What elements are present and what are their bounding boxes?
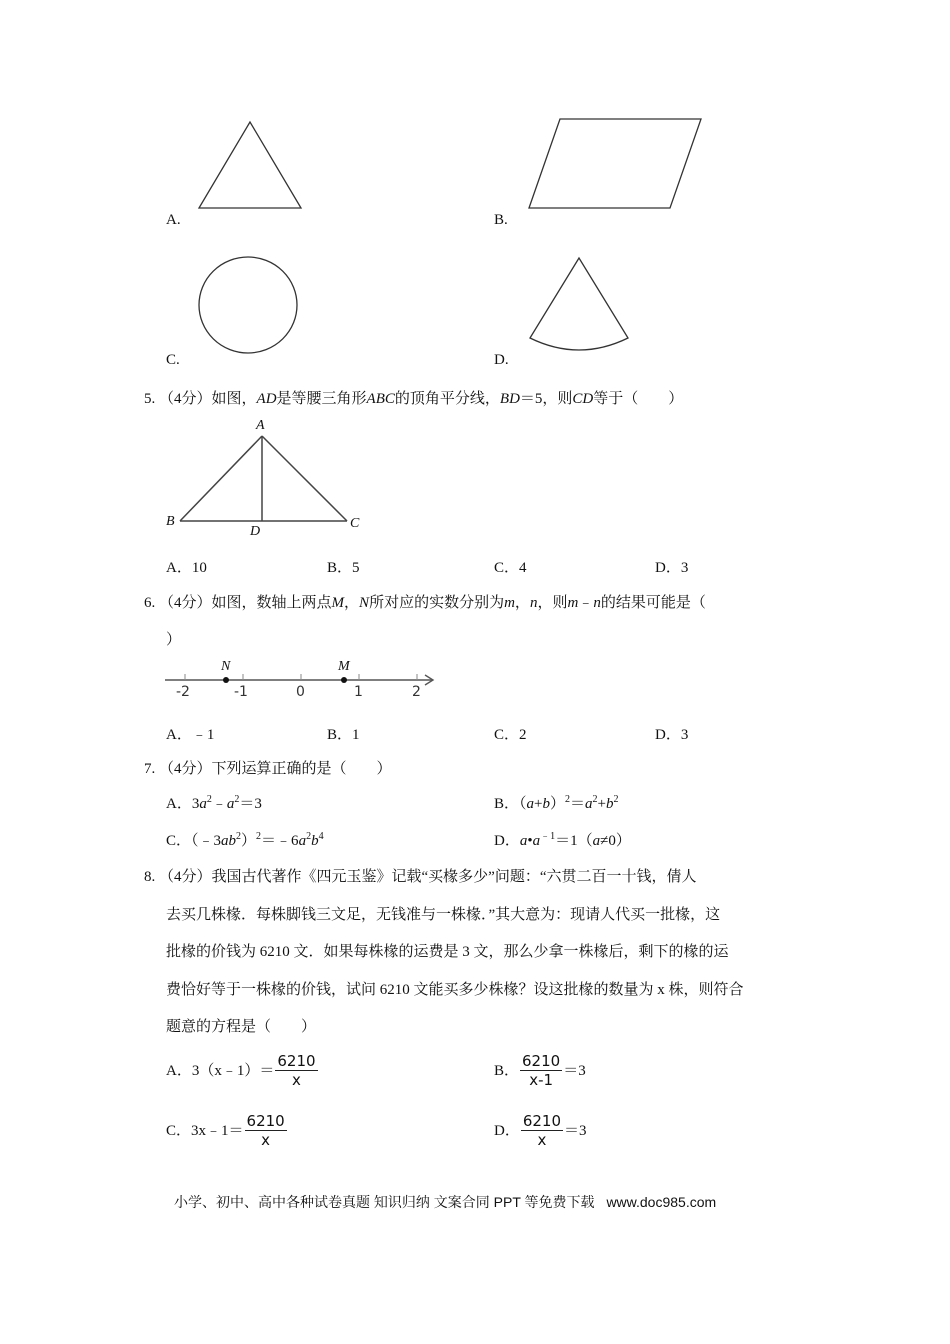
fraction: $\frac{6210}{x-1}$ [522, 1052, 561, 1089]
vertex-label-d: D [250, 524, 261, 539]
point-n-label: N [221, 659, 231, 674]
q8-option-d: D． $\frac{6210}{x}$ ＝3 [494, 1112, 587, 1149]
question-number: 7. [144, 761, 156, 777]
tick-label: -1 [234, 684, 248, 700]
q6-option-a: A．﹣1 [166, 727, 215, 743]
page-footer [174, 1192, 716, 1212]
fraction: $\frac{6210}{x}$ [277, 1052, 316, 1089]
question-stem-line: 题意的方程是（ ） [166, 1019, 317, 1035]
question-number: 5. [144, 391, 156, 407]
vertex-label-b: B [166, 514, 175, 529]
tick-label: 2 [412, 684, 421, 700]
option-label: D. [494, 352, 509, 368]
point-m [341, 677, 347, 683]
question-stem-line: 批椽的价钱为 6210 文．如果每株椽的运费是 3 文，那么少拿一株椽后，剩下的椽的运 [166, 944, 729, 960]
question-number: 8. [144, 869, 156, 885]
footer-link[interactable]: www.doc985.com [606, 1194, 717, 1210]
q6-option-c: C．2 [494, 727, 527, 743]
point-n [223, 677, 229, 683]
q6-option-d: D．3 [655, 727, 689, 743]
point-m-label: M [338, 659, 350, 674]
q5-option-c: C．4 [494, 560, 527, 576]
q5-option-a: A．10 [166, 560, 207, 576]
q6-option-b: B．1 [327, 727, 360, 743]
question-number: 6. [144, 595, 156, 611]
question-stem-line: 费恰好等于一株椽的价钱，试问 6210 文能买多少株椽？设这批椽的数量为 x 株，则符合 [166, 982, 744, 998]
question-stem-continued: ） [166, 632, 182, 648]
vertex-label-a: A [256, 418, 265, 433]
option-label: C. [166, 352, 180, 368]
tick-label: -2 [176, 684, 190, 700]
vertex-label-c: C [350, 516, 360, 531]
fraction: $\frac{6210}{x}$ [522, 1112, 562, 1149]
q5-option-b: B．5 [327, 560, 360, 576]
tick-label: 0 [296, 684, 305, 700]
question-stem-line: 8. （4分）我国古代著作《四元玉鉴》记载“买椽多少”问题：“六贯二百一十钱，倩人 [144, 869, 697, 885]
q8-option-c: C． 3x﹣1＝ $\frac{6210}{x}$ [166, 1112, 285, 1149]
q7-option-d: D．$a•a^{﹣1}=1(a\ne 0)$ [494, 831, 631, 849]
q5-option-d: D．3 [655, 560, 689, 576]
q8-option-a: A． 3（x﹣1）＝ $\frac{6210}{x}$ [166, 1052, 316, 1089]
q7-option-c: C．$(﹣3ab^2)^2=﹣6a^2b^4$ [166, 831, 324, 849]
q8-option-b: B． $\frac{6210}{x-1}$ ＝3 [494, 1052, 586, 1089]
tick-label: 1 [354, 684, 363, 700]
option-label: A. [166, 212, 181, 228]
question-stem-line: 去买几株椽．每株脚钱三文足，无钱准与一株椽．”其大意为：现请人代买一批椽，这 [166, 907, 721, 923]
fraction: $\frac{6210}{x}$ [246, 1112, 285, 1149]
question-stem: 6. （4分）如图，数轴上两点M，N所对应的实数分别为m，n，则m﹣n的结果可能是（ [144, 595, 706, 611]
question-stem: 7. （4分）下列运算正确的是（ ） [144, 761, 392, 777]
q7-option-a: A．$3a^2﹣a^2=3$ [166, 794, 262, 812]
footer-text: 小学、初中、高中各种试卷真题 知识归纳 文案合同 PPT 等免费下载 [174, 1194, 595, 1210]
q7-option-b: B．$(a+b)^2=a^2+b^2$ [494, 794, 619, 812]
option-label: B. [494, 212, 508, 228]
question-stem: 5. （4分）如图，AD是等腰三角形ABC的顶角平分线，BD＝5，则CD等于（ ） [144, 391, 684, 407]
